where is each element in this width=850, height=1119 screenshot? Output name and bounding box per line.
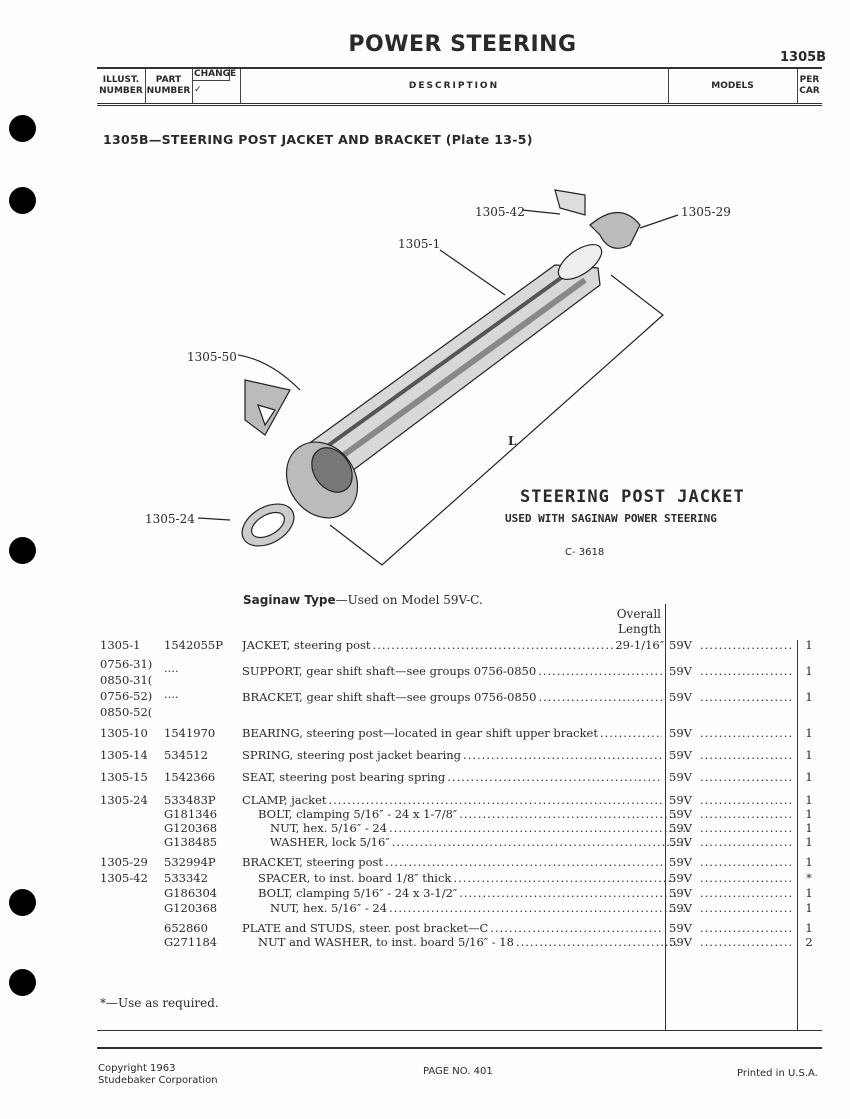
qty-per-car: 1 — [805, 664, 813, 678]
part-number: 1542366 — [164, 770, 216, 784]
page-number: PAGE NO. 401 — [423, 1066, 493, 1077]
table-row — [100, 835, 820, 849]
model: 59V — [669, 690, 692, 704]
binder-hole — [9, 969, 36, 996]
table-row — [100, 690, 820, 704]
model: 59V — [669, 821, 692, 835]
part-number: 533342 — [164, 871, 208, 885]
description: PLATE and STUDS, steer. post bracket—C ..... — [242, 921, 664, 935]
column-header — [97, 67, 822, 106]
description: NUT, hex. 5/16″ - 24 ..... — [242, 901, 692, 915]
model: 59V — [669, 835, 692, 849]
dot-leader — [700, 638, 792, 652]
qty-per-car: 1 — [805, 835, 813, 849]
qty-per-car: 1 — [805, 821, 813, 835]
description: JACKET, steering post ..... 29-1/16″ — [242, 638, 664, 652]
qty-per-car: 1 — [805, 886, 813, 900]
model: 59V — [669, 638, 692, 652]
page-code: 1305B — [780, 50, 827, 65]
overall-label: Overall — [616, 607, 661, 621]
dot-leader — [700, 793, 792, 807]
printed-in: Printed in U.S.A. — [737, 1068, 818, 1079]
model: 59V — [669, 807, 692, 821]
qty-per-car: 2 — [805, 935, 813, 949]
description: BOLT, clamping 5/16″ - 24 x 3-1/2″ ..... — [242, 886, 680, 900]
col-per-car: PER CAR — [799, 75, 820, 96]
subheading: Saginaw Type—Used on Model 59V-C. — [243, 593, 483, 607]
callout-1305-24: 1305-24 — [145, 512, 195, 526]
table-row — [100, 793, 820, 807]
part-number: 533483P — [164, 793, 216, 807]
part-number: 532994P — [164, 855, 216, 869]
illustration-caption: STEERING POST JACKET — [520, 487, 745, 507]
part-number: G138485 — [164, 835, 218, 849]
dot-leader — [700, 770, 792, 784]
dot-leader — [700, 664, 792, 678]
illust-number: 1305-14 — [100, 748, 148, 762]
qty-per-car: 1 — [805, 807, 813, 821]
table-row — [100, 638, 820, 652]
table-row — [100, 871, 820, 885]
check-icon: ✓ — [194, 85, 202, 95]
dot-leader — [700, 921, 792, 935]
table-row — [100, 748, 820, 762]
part-number: G120368 — [164, 821, 218, 835]
dot-leader — [700, 726, 792, 740]
section-title: 1305B—STEERING POST JACKET AND BRACKET (Plate 13-5) — [103, 132, 533, 147]
dot-leader — [700, 835, 792, 849]
table-row — [100, 807, 820, 821]
dot-leader — [700, 690, 792, 704]
callout-1305-1: 1305-1 — [398, 237, 441, 251]
qty-per-car: 1 — [805, 748, 813, 762]
plate-code: C- 3618 — [565, 547, 605, 558]
col-part: PART NUMBER — [145, 69, 193, 103]
bracket-illust-group: 0756-52) 0850-52( — [100, 689, 153, 719]
description: BEARING, steering post—located in gear shift upper bracket ..... — [242, 726, 664, 740]
qty-per-car: 1 — [805, 690, 813, 704]
description: SPRING, steering post jacket bearing ..... — [242, 748, 664, 762]
dot-leader — [700, 821, 792, 835]
dot-leader — [700, 901, 792, 915]
table-row — [100, 664, 820, 678]
model: 59V — [669, 726, 692, 740]
model: 59V — [669, 770, 692, 784]
part-number: ···· — [164, 664, 179, 678]
table-row — [100, 821, 820, 835]
model: 59V — [669, 901, 692, 915]
qty-per-car: 1 — [805, 921, 813, 935]
dot-leader — [700, 748, 792, 762]
page-title: POWER STEERING — [348, 32, 577, 57]
copyright: Copyright 1963 Studebaker Corporation — [98, 1063, 218, 1086]
model: 59V — [669, 855, 692, 869]
binder-hole — [9, 889, 36, 916]
part-number: G186304 — [164, 886, 218, 900]
footnote: *—Use as required. — [100, 996, 219, 1010]
illust-number: 1305-24 — [100, 793, 148, 807]
table-row — [100, 886, 820, 900]
dot-leader — [700, 807, 792, 821]
col-models: MODELS — [668, 69, 798, 103]
description: CLAMP, jacket ..... — [242, 793, 664, 807]
illust-number: 1305-42 — [100, 871, 148, 885]
table-row — [100, 726, 820, 740]
model: 59V — [669, 935, 692, 949]
description: NUT and WASHER, to inst. board 5/16″ - 18 ..... — [242, 935, 680, 949]
qty-per-car: 1 — [805, 793, 813, 807]
bracket-illust-group: 0756-31) 0850-31( — [100, 657, 153, 687]
length-label: Length — [617, 622, 661, 636]
description: NUT, hex. 5/16″ - 24 ..... — [242, 821, 692, 835]
rule — [97, 1030, 822, 1031]
model: 59V — [669, 921, 692, 935]
callout-1305-29: 1305-29 — [681, 205, 731, 219]
qty-per-car: 1 — [805, 901, 813, 915]
table-row — [100, 770, 820, 784]
model: 59V — [669, 664, 692, 678]
illust-number: 1305-15 — [100, 770, 148, 784]
part-number: 1541970 — [164, 726, 216, 740]
col-description: DESCRIPTION — [240, 69, 669, 103]
model: 59V — [669, 886, 692, 900]
table-row — [100, 901, 820, 915]
description: BOLT, clamping 5/16″ - 24 x 1-7/8″ ..... — [242, 807, 680, 821]
part-number: G181346 — [164, 807, 218, 821]
illust-number: 1305-29 — [100, 855, 148, 869]
description: SEAT, steering post bearing spring ..... — [242, 770, 664, 784]
illustration-subcaption: USED WITH SAGINAW POWER STEERING — [505, 512, 717, 525]
qty-per-car: 1 — [805, 726, 813, 740]
qty-per-car: * — [806, 871, 812, 885]
qty-per-car: 1 — [805, 770, 813, 784]
col-change: CHANGE ✓ — [192, 69, 241, 103]
part-number: ···· — [164, 690, 179, 704]
description: SUPPORT, gear shift shaft—see groups 0756-0850 ..... — [242, 664, 664, 678]
description: BRACKET, steering post ..... — [242, 855, 664, 869]
qty-per-car: 1 — [805, 638, 813, 652]
illust-number: 1305-10 — [100, 726, 148, 740]
model: 59V — [669, 793, 692, 807]
binder-hole — [9, 115, 36, 142]
part-number: 1542055P — [164, 638, 223, 652]
illust-number: 1305-1 — [100, 638, 141, 652]
part-number: G120368 — [164, 901, 218, 915]
dot-leader — [700, 871, 792, 885]
part-number: G271184 — [164, 935, 218, 949]
col-illust: ILLUST. NUMBER — [97, 69, 146, 103]
callout-1305-50: 1305-50 — [187, 350, 237, 364]
description: WASHER, lock 5/16″ ..... — [242, 835, 692, 849]
dot-leader — [700, 855, 792, 869]
description: BRACKET, gear shift shaft—see groups 0756-0850 ..... — [242, 690, 664, 704]
part-number: 534512 — [164, 748, 208, 762]
part-number: 652860 — [164, 921, 208, 935]
dot-leader — [700, 935, 792, 949]
qty-per-car: 1 — [805, 855, 813, 869]
rule — [97, 1047, 822, 1049]
dot-leader — [700, 886, 792, 900]
model: 59V — [669, 748, 692, 762]
description: SPACER, to inst. board 1/8″ thick ..... — [242, 871, 680, 885]
table-row — [100, 855, 820, 869]
table-row — [100, 935, 820, 949]
callout-1305-42: 1305-42 — [475, 205, 525, 219]
table-row — [100, 921, 820, 935]
model: 59V — [669, 871, 692, 885]
callout-length: L — [508, 434, 517, 448]
